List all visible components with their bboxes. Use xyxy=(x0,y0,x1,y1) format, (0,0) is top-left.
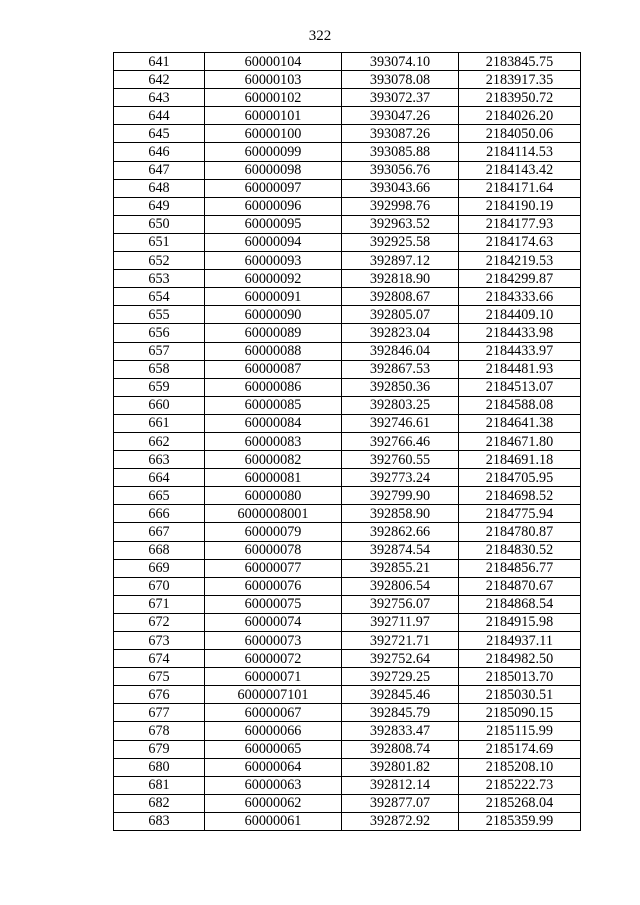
x-coordinate-cell: 393074.10 xyxy=(342,53,459,71)
x-coordinate-cell: 392877.07 xyxy=(342,794,459,812)
point-id-cell: 60000103 xyxy=(205,71,342,89)
point-id-cell: 60000096 xyxy=(205,197,342,215)
table-row xyxy=(114,270,581,288)
row-number-cell: 680 xyxy=(114,758,205,776)
point-id-cell: 60000072 xyxy=(205,650,342,668)
point-id-cell: 60000078 xyxy=(205,541,342,559)
point-id-cell: 60000063 xyxy=(205,776,342,794)
point-id-cell: 60000082 xyxy=(205,451,342,469)
row-number-cell: 648 xyxy=(114,179,205,197)
table-row xyxy=(114,143,581,161)
y-coordinate-cell: 2185115.99 xyxy=(459,722,581,740)
x-coordinate-cell: 392812.14 xyxy=(342,776,459,794)
table-row xyxy=(114,541,581,559)
x-coordinate-cell: 392801.82 xyxy=(342,758,459,776)
x-coordinate-cell: 392874.54 xyxy=(342,541,459,559)
table-row xyxy=(114,288,581,306)
point-id-cell: 60000097 xyxy=(205,179,342,197)
row-number-cell: 666 xyxy=(114,505,205,523)
point-id-cell: 60000100 xyxy=(205,125,342,143)
row-number-cell: 681 xyxy=(114,776,205,794)
x-coordinate-cell: 392963.52 xyxy=(342,215,459,233)
y-coordinate-cell: 2184026.20 xyxy=(459,107,581,125)
x-coordinate-cell: 392752.64 xyxy=(342,650,459,668)
point-id-cell: 60000076 xyxy=(205,577,342,595)
table-row xyxy=(114,776,581,794)
point-id-cell: 60000073 xyxy=(205,632,342,650)
y-coordinate-cell: 2184671.80 xyxy=(459,432,581,450)
table-row xyxy=(114,125,581,143)
table-row xyxy=(114,252,581,270)
row-number-cell: 669 xyxy=(114,559,205,577)
y-coordinate-cell: 2185030.51 xyxy=(459,686,581,704)
x-coordinate-cell: 392799.90 xyxy=(342,487,459,505)
y-coordinate-cell: 2184698.52 xyxy=(459,487,581,505)
y-coordinate-cell: 2184433.97 xyxy=(459,342,581,360)
y-coordinate-cell: 2184691.18 xyxy=(459,451,581,469)
row-number-cell: 664 xyxy=(114,469,205,487)
y-coordinate-cell: 2183845.75 xyxy=(459,53,581,71)
table-row xyxy=(114,53,581,71)
point-id-cell: 60000083 xyxy=(205,432,342,450)
x-coordinate-cell: 393056.76 xyxy=(342,161,459,179)
point-id-cell: 60000067 xyxy=(205,704,342,722)
x-coordinate-cell: 392855.21 xyxy=(342,559,459,577)
y-coordinate-cell: 2185268.04 xyxy=(459,794,581,812)
table-row xyxy=(114,378,581,396)
x-coordinate-cell: 392711.97 xyxy=(342,613,459,631)
point-id-cell: 60000062 xyxy=(205,794,342,812)
point-id-cell: 60000099 xyxy=(205,143,342,161)
row-number-cell: 644 xyxy=(114,107,205,125)
row-number-cell: 677 xyxy=(114,704,205,722)
table-row xyxy=(114,396,581,414)
y-coordinate-cell: 2184937.11 xyxy=(459,632,581,650)
point-id-cell: 6000008001 xyxy=(205,505,342,523)
x-coordinate-cell: 393087.26 xyxy=(342,125,459,143)
point-id-cell: 60000064 xyxy=(205,758,342,776)
point-id-cell: 60000065 xyxy=(205,740,342,758)
point-id-cell: 60000088 xyxy=(205,342,342,360)
table-row xyxy=(114,794,581,812)
point-id-cell: 60000093 xyxy=(205,252,342,270)
point-id-cell: 60000095 xyxy=(205,215,342,233)
row-number-cell: 654 xyxy=(114,288,205,306)
row-number-cell: 653 xyxy=(114,270,205,288)
x-coordinate-cell: 392766.46 xyxy=(342,432,459,450)
y-coordinate-cell: 2184299.87 xyxy=(459,270,581,288)
coordinates-table xyxy=(113,52,581,831)
table-row xyxy=(114,740,581,758)
row-number-cell: 682 xyxy=(114,794,205,812)
x-coordinate-cell: 392808.74 xyxy=(342,740,459,758)
row-number-cell: 662 xyxy=(114,432,205,450)
table-row xyxy=(114,215,581,233)
x-coordinate-cell: 392805.07 xyxy=(342,306,459,324)
y-coordinate-cell: 2184114.53 xyxy=(459,143,581,161)
row-number-cell: 661 xyxy=(114,414,205,432)
point-id-cell: 60000084 xyxy=(205,414,342,432)
row-number-cell: 667 xyxy=(114,523,205,541)
x-coordinate-cell: 392867.53 xyxy=(342,360,459,378)
page-number: 322 xyxy=(308,28,332,44)
y-coordinate-cell: 2184982.50 xyxy=(459,650,581,668)
x-coordinate-cell: 392858.90 xyxy=(342,505,459,523)
row-number-cell: 658 xyxy=(114,360,205,378)
x-coordinate-cell: 392803.25 xyxy=(342,396,459,414)
table-row xyxy=(114,161,581,179)
table-row xyxy=(114,632,581,650)
y-coordinate-cell: 2183917.35 xyxy=(459,71,581,89)
y-coordinate-cell: 2184174.63 xyxy=(459,233,581,251)
y-coordinate-cell: 2185222.73 xyxy=(459,776,581,794)
table-row xyxy=(114,704,581,722)
y-coordinate-cell: 2184915.98 xyxy=(459,613,581,631)
table-row xyxy=(114,650,581,668)
row-number-cell: 657 xyxy=(114,342,205,360)
y-coordinate-cell: 2185359.99 xyxy=(459,812,581,830)
table-row xyxy=(114,505,581,523)
point-id-cell: 60000080 xyxy=(205,487,342,505)
y-coordinate-cell: 2184177.93 xyxy=(459,215,581,233)
y-coordinate-cell: 2184641.38 xyxy=(459,414,581,432)
row-number-cell: 645 xyxy=(114,125,205,143)
y-coordinate-cell: 2185174.69 xyxy=(459,740,581,758)
table-row xyxy=(114,197,581,215)
table-row xyxy=(114,89,581,107)
row-number-cell: 683 xyxy=(114,812,205,830)
table-row xyxy=(114,71,581,89)
x-coordinate-cell: 392998.76 xyxy=(342,197,459,215)
point-id-cell: 60000071 xyxy=(205,668,342,686)
x-coordinate-cell: 392773.24 xyxy=(342,469,459,487)
point-id-cell: 60000079 xyxy=(205,523,342,541)
row-number-cell: 641 xyxy=(114,53,205,71)
point-id-cell: 60000098 xyxy=(205,161,342,179)
y-coordinate-cell: 2183950.72 xyxy=(459,89,581,107)
x-coordinate-cell: 392806.54 xyxy=(342,577,459,595)
row-number-cell: 674 xyxy=(114,650,205,668)
x-coordinate-cell: 392862.66 xyxy=(342,523,459,541)
x-coordinate-cell: 392818.90 xyxy=(342,270,459,288)
point-id-cell: 60000091 xyxy=(205,288,342,306)
y-coordinate-cell: 2184705.95 xyxy=(459,469,581,487)
x-coordinate-cell: 392808.67 xyxy=(342,288,459,306)
table-row xyxy=(114,360,581,378)
point-id-cell: 60000089 xyxy=(205,324,342,342)
row-number-cell: 673 xyxy=(114,632,205,650)
x-coordinate-cell: 392721.71 xyxy=(342,632,459,650)
row-number-cell: 646 xyxy=(114,143,205,161)
table-row xyxy=(114,758,581,776)
row-number-cell: 670 xyxy=(114,577,205,595)
x-coordinate-cell: 392760.55 xyxy=(342,451,459,469)
point-id-cell: 60000074 xyxy=(205,613,342,631)
x-coordinate-cell: 392833.47 xyxy=(342,722,459,740)
y-coordinate-cell: 2184513.07 xyxy=(459,378,581,396)
point-id-cell: 60000087 xyxy=(205,360,342,378)
x-coordinate-cell: 392845.46 xyxy=(342,686,459,704)
x-coordinate-cell: 393043.66 xyxy=(342,179,459,197)
row-number-cell: 672 xyxy=(114,613,205,631)
point-id-cell: 60000094 xyxy=(205,233,342,251)
row-number-cell: 647 xyxy=(114,161,205,179)
point-id-cell: 60000101 xyxy=(205,107,342,125)
x-coordinate-cell: 392823.04 xyxy=(342,324,459,342)
y-coordinate-cell: 2184433.98 xyxy=(459,324,581,342)
row-number-cell: 676 xyxy=(114,686,205,704)
table-row xyxy=(114,613,581,631)
row-number-cell: 650 xyxy=(114,215,205,233)
table-row xyxy=(114,559,581,577)
table-row xyxy=(114,668,581,686)
row-number-cell: 651 xyxy=(114,233,205,251)
point-id-cell: 60000081 xyxy=(205,469,342,487)
point-id-cell: 60000075 xyxy=(205,595,342,613)
row-number-cell: 642 xyxy=(114,71,205,89)
x-coordinate-cell: 392729.25 xyxy=(342,668,459,686)
point-id-cell: 60000104 xyxy=(205,53,342,71)
table-row xyxy=(114,324,581,342)
y-coordinate-cell: 2184775.94 xyxy=(459,505,581,523)
table-row xyxy=(114,451,581,469)
table-row xyxy=(114,306,581,324)
x-coordinate-cell: 393078.08 xyxy=(342,71,459,89)
x-coordinate-cell: 392897.12 xyxy=(342,252,459,270)
x-coordinate-cell: 392756.07 xyxy=(342,595,459,613)
row-number-cell: 655 xyxy=(114,306,205,324)
y-coordinate-cell: 2185013.70 xyxy=(459,668,581,686)
table-row xyxy=(114,414,581,432)
point-id-cell: 60000085 xyxy=(205,396,342,414)
x-coordinate-cell: 393047.26 xyxy=(342,107,459,125)
x-coordinate-cell: 392850.36 xyxy=(342,378,459,396)
x-coordinate-cell: 393085.88 xyxy=(342,143,459,161)
point-id-cell: 60000077 xyxy=(205,559,342,577)
x-coordinate-cell: 393072.37 xyxy=(342,89,459,107)
y-coordinate-cell: 2184856.77 xyxy=(459,559,581,577)
x-coordinate-cell: 392872.92 xyxy=(342,812,459,830)
table-row xyxy=(114,722,581,740)
row-number-cell: 659 xyxy=(114,378,205,396)
y-coordinate-cell: 2184219.53 xyxy=(459,252,581,270)
x-coordinate-cell: 392845.79 xyxy=(342,704,459,722)
table-row xyxy=(114,107,581,125)
table-row xyxy=(114,487,581,505)
coordinates-table-body xyxy=(114,53,581,831)
y-coordinate-cell: 2185090.15 xyxy=(459,704,581,722)
y-coordinate-cell: 2184409.10 xyxy=(459,306,581,324)
y-coordinate-cell: 2185208.10 xyxy=(459,758,581,776)
y-coordinate-cell: 2184333.66 xyxy=(459,288,581,306)
y-coordinate-cell: 2184143.42 xyxy=(459,161,581,179)
row-number-cell: 649 xyxy=(114,197,205,215)
point-id-cell: 60000102 xyxy=(205,89,342,107)
row-number-cell: 671 xyxy=(114,595,205,613)
table-row xyxy=(114,523,581,541)
row-number-cell: 665 xyxy=(114,487,205,505)
point-id-cell: 60000092 xyxy=(205,270,342,288)
table-row xyxy=(114,342,581,360)
table-row xyxy=(114,469,581,487)
table-row xyxy=(114,233,581,251)
table-row xyxy=(114,812,581,830)
y-coordinate-cell: 2184868.54 xyxy=(459,595,581,613)
point-id-cell: 60000090 xyxy=(205,306,342,324)
y-coordinate-cell: 2184481.93 xyxy=(459,360,581,378)
x-coordinate-cell: 392746.61 xyxy=(342,414,459,432)
table-row xyxy=(114,432,581,450)
y-coordinate-cell: 2184870.67 xyxy=(459,577,581,595)
y-coordinate-cell: 2184190.19 xyxy=(459,197,581,215)
x-coordinate-cell: 392925.58 xyxy=(342,233,459,251)
row-number-cell: 652 xyxy=(114,252,205,270)
row-number-cell: 668 xyxy=(114,541,205,559)
table-row xyxy=(114,577,581,595)
y-coordinate-cell: 2184050.06 xyxy=(459,125,581,143)
y-coordinate-cell: 2184780.87 xyxy=(459,523,581,541)
row-number-cell: 643 xyxy=(114,89,205,107)
x-coordinate-cell: 392846.04 xyxy=(342,342,459,360)
point-id-cell: 60000061 xyxy=(205,812,342,830)
y-coordinate-cell: 2184171.64 xyxy=(459,179,581,197)
row-number-cell: 656 xyxy=(114,324,205,342)
row-number-cell: 675 xyxy=(114,668,205,686)
point-id-cell: 60000086 xyxy=(205,378,342,396)
point-id-cell: 6000007101 xyxy=(205,686,342,704)
y-coordinate-cell: 2184830.52 xyxy=(459,541,581,559)
row-number-cell: 660 xyxy=(114,396,205,414)
row-number-cell: 678 xyxy=(114,722,205,740)
point-id-cell: 60000066 xyxy=(205,722,342,740)
table-row xyxy=(114,595,581,613)
y-coordinate-cell: 2184588.08 xyxy=(459,396,581,414)
row-number-cell: 679 xyxy=(114,740,205,758)
row-number-cell: 663 xyxy=(114,451,205,469)
table-row xyxy=(114,686,581,704)
table-row xyxy=(114,179,581,197)
